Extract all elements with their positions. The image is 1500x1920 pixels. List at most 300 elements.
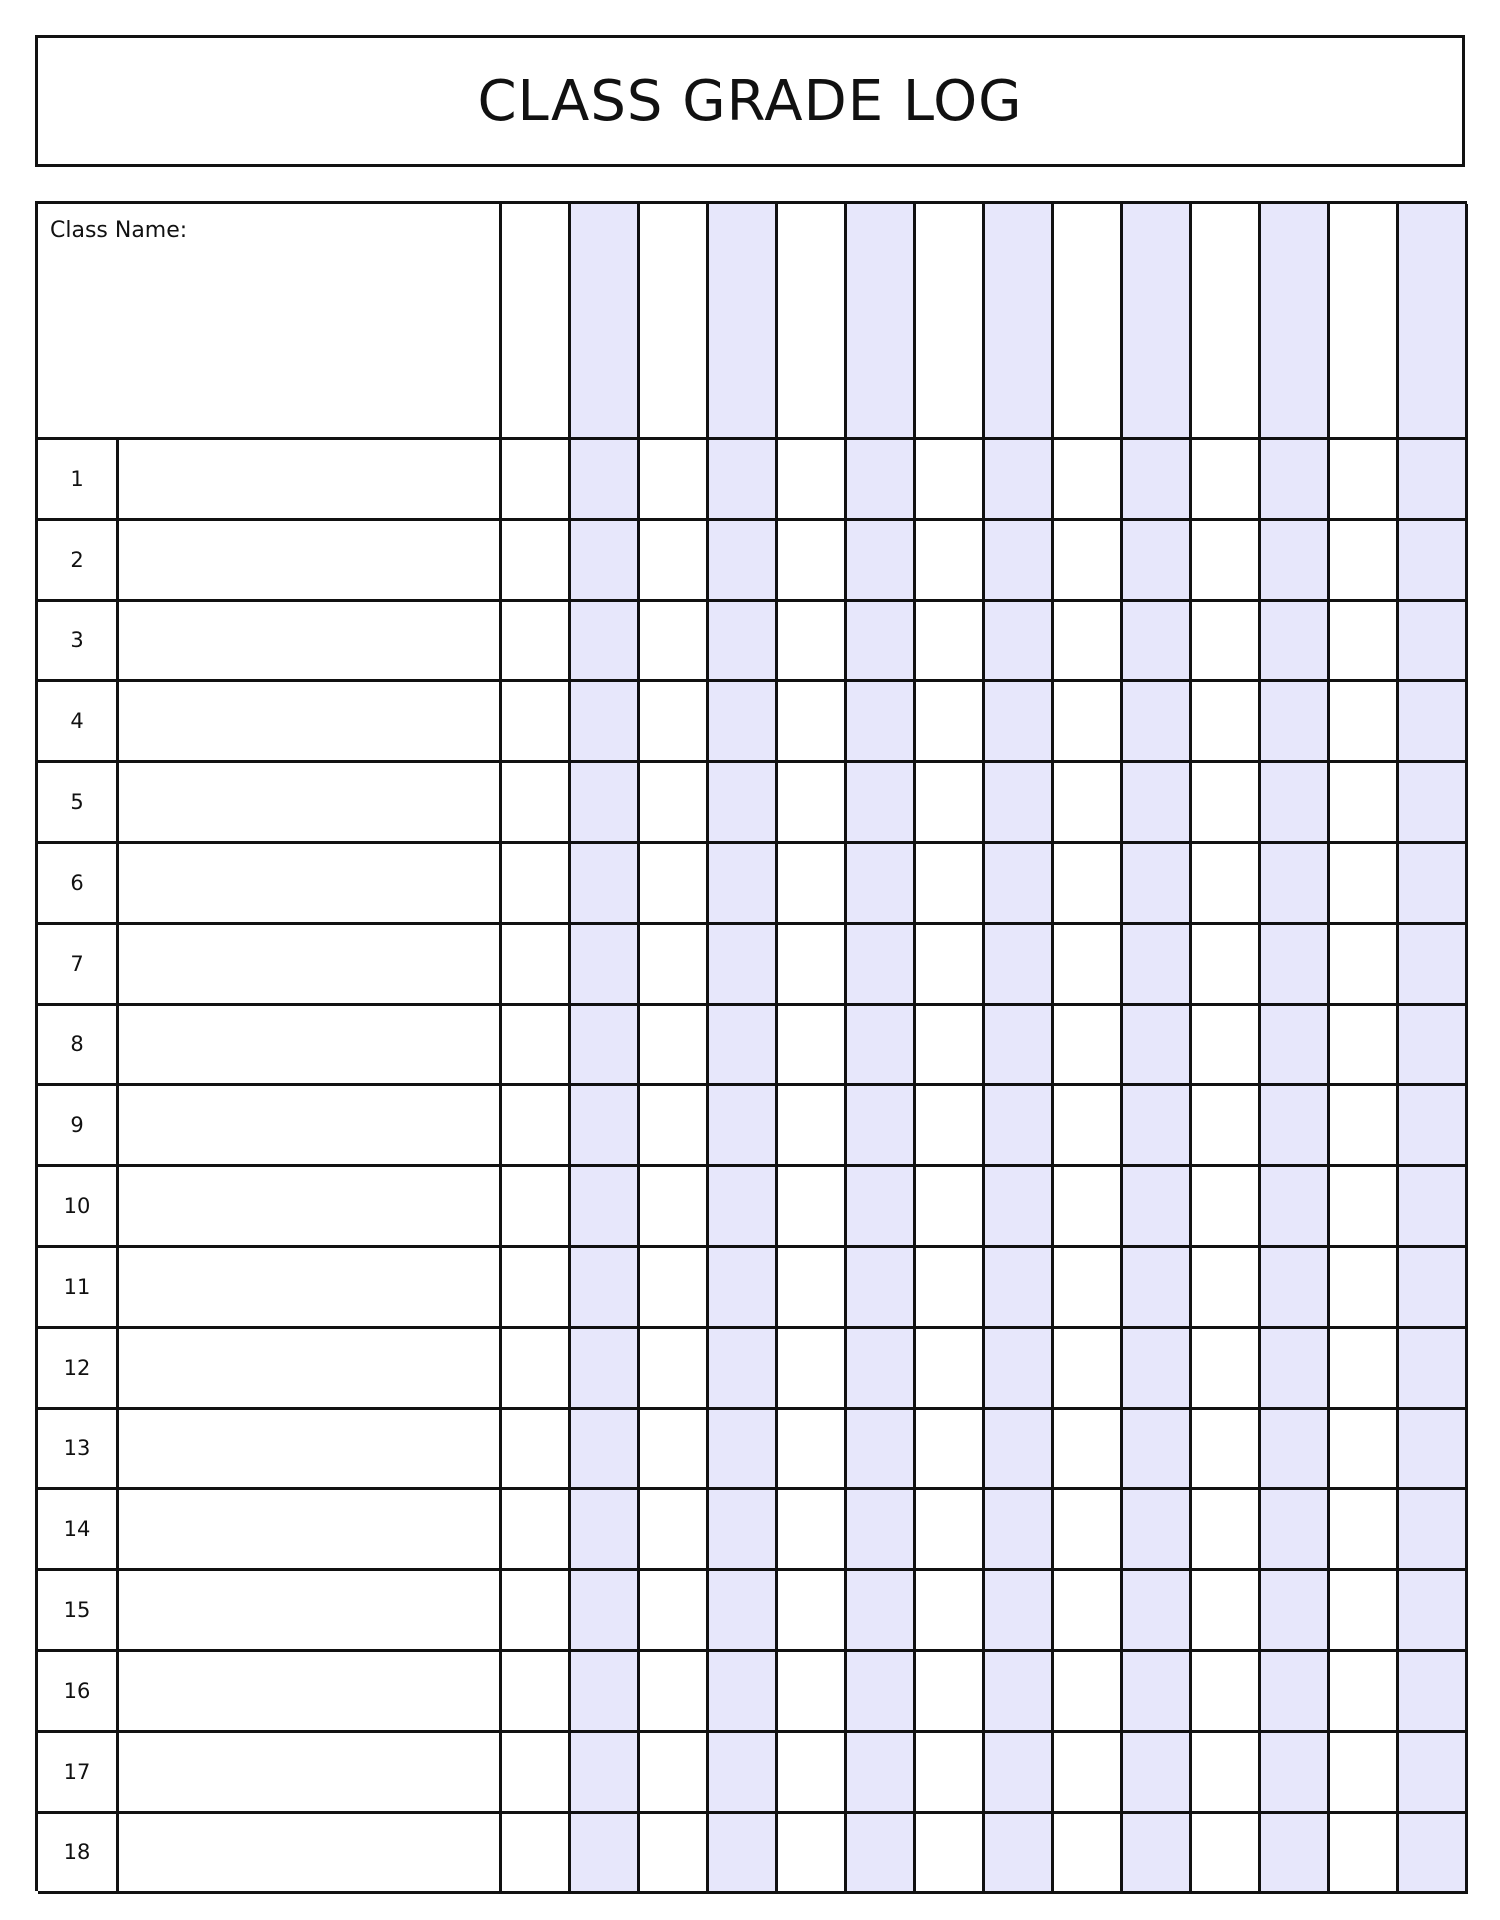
student-name-cell[interactable] xyxy=(119,1410,502,1491)
grade-cell[interactable] xyxy=(778,602,847,683)
grade-cell[interactable] xyxy=(1054,1006,1123,1087)
grade-cell[interactable] xyxy=(1192,763,1261,844)
page-title: CLASS GRADE LOG xyxy=(477,68,1023,134)
grade-cell[interactable] xyxy=(1123,844,1192,925)
grade-cell[interactable] xyxy=(1123,440,1192,521)
grade-cell[interactable] xyxy=(1330,682,1399,763)
grade-cell[interactable] xyxy=(1123,1006,1192,1087)
grade-cell[interactable] xyxy=(1192,1571,1261,1652)
grade-cell[interactable] xyxy=(985,1006,1054,1087)
grade-cell[interactable] xyxy=(847,682,916,763)
student-name-cell[interactable] xyxy=(119,1248,502,1329)
grade-cell[interactable] xyxy=(709,1490,778,1571)
grade-cell[interactable] xyxy=(1123,1248,1192,1329)
student-name-cell[interactable] xyxy=(119,925,502,1006)
grade-column-header[interactable] xyxy=(1399,204,1468,440)
grade-cell[interactable] xyxy=(778,682,847,763)
grade-cell[interactable] xyxy=(1399,1086,1468,1167)
grade-cell[interactable] xyxy=(916,521,985,602)
grade-cell[interactable] xyxy=(502,521,571,602)
grade-cell[interactable] xyxy=(916,1652,985,1733)
grade-cell[interactable] xyxy=(916,1410,985,1491)
grade-cell[interactable] xyxy=(571,1733,640,1814)
grade-cell[interactable] xyxy=(1123,1571,1192,1652)
grade-cell[interactable] xyxy=(1123,763,1192,844)
grade-cell[interactable] xyxy=(1261,602,1330,683)
grade-cell[interactable] xyxy=(916,1329,985,1410)
grade-cell[interactable] xyxy=(1123,1167,1192,1248)
grade-cell[interactable] xyxy=(640,763,709,844)
grade-column-header[interactable] xyxy=(1330,204,1399,440)
grade-cell[interactable] xyxy=(778,1167,847,1248)
grade-cell[interactable] xyxy=(778,763,847,844)
grade-cell[interactable] xyxy=(916,1571,985,1652)
grade-column-header[interactable] xyxy=(847,204,916,440)
grade-cell[interactable] xyxy=(502,1248,571,1329)
grade-cell[interactable] xyxy=(916,1814,985,1895)
grade-cell[interactable] xyxy=(571,1248,640,1329)
grade-cell[interactable] xyxy=(1054,521,1123,602)
grade-cell[interactable] xyxy=(502,1490,571,1571)
grade-cell[interactable] xyxy=(985,1733,1054,1814)
row-number: 9 xyxy=(38,1086,119,1167)
grade-cell[interactable] xyxy=(916,1167,985,1248)
grade-cell[interactable] xyxy=(502,1006,571,1087)
grade-cell[interactable] xyxy=(1261,1329,1330,1410)
grade-cell[interactable] xyxy=(1192,1814,1261,1895)
grade-cell[interactable] xyxy=(916,1733,985,1814)
grade-cell[interactable] xyxy=(916,1086,985,1167)
row-number: 10 xyxy=(38,1167,119,1248)
grade-cell[interactable] xyxy=(502,844,571,925)
grade-cell[interactable] xyxy=(1399,521,1468,602)
grade-cell[interactable] xyxy=(502,1410,571,1491)
grade-cell[interactable] xyxy=(571,1571,640,1652)
student-name-cell[interactable] xyxy=(119,1086,502,1167)
grade-cell[interactable] xyxy=(1261,1571,1330,1652)
grade-cell[interactable] xyxy=(1192,521,1261,602)
grade-cell[interactable] xyxy=(709,1571,778,1652)
row-number: 13 xyxy=(38,1410,119,1491)
grade-column-header[interactable] xyxy=(985,204,1054,440)
grade-cell[interactable] xyxy=(1399,1814,1468,1895)
grade-column-header[interactable] xyxy=(916,204,985,440)
grade-cell[interactable] xyxy=(985,763,1054,844)
grade-cell[interactable] xyxy=(916,1248,985,1329)
grade-cell[interactable] xyxy=(1261,521,1330,602)
grade-cell[interactable] xyxy=(1123,1329,1192,1410)
grade-cell[interactable] xyxy=(985,521,1054,602)
grade-cell[interactable] xyxy=(640,521,709,602)
grade-cell[interactable] xyxy=(1399,602,1468,683)
grade-cell[interactable] xyxy=(1123,521,1192,602)
grade-cell[interactable] xyxy=(1399,440,1468,521)
student-name-cell[interactable] xyxy=(119,682,502,763)
grade-cell[interactable] xyxy=(640,602,709,683)
grade-cell[interactable] xyxy=(640,440,709,521)
grade-cell[interactable] xyxy=(847,925,916,1006)
grade-cell[interactable] xyxy=(1054,1571,1123,1652)
grade-cell[interactable] xyxy=(1330,1086,1399,1167)
grade-cell[interactable] xyxy=(709,1814,778,1895)
grade-cell[interactable] xyxy=(502,1571,571,1652)
grade-cell[interactable] xyxy=(985,1086,1054,1167)
grade-cell[interactable] xyxy=(847,521,916,602)
grade-cell[interactable] xyxy=(1399,1733,1468,1814)
grade-cell[interactable] xyxy=(778,1006,847,1087)
grade-cell[interactable] xyxy=(1123,1652,1192,1733)
grade-cell[interactable] xyxy=(985,1248,1054,1329)
grade-cell[interactable] xyxy=(847,844,916,925)
student-name-cell[interactable] xyxy=(119,1814,502,1895)
grade-cell[interactable] xyxy=(985,1571,1054,1652)
grade-cell[interactable] xyxy=(847,1248,916,1329)
grade-cell[interactable] xyxy=(640,1248,709,1329)
grade-column-header[interactable] xyxy=(502,204,571,440)
grade-cell[interactable] xyxy=(1261,1410,1330,1491)
grade-cell[interactable] xyxy=(1330,1410,1399,1491)
student-name-cell[interactable] xyxy=(119,1733,502,1814)
grade-cell[interactable] xyxy=(1054,1167,1123,1248)
grade-cell[interactable] xyxy=(1399,1248,1468,1329)
student-name-cell[interactable] xyxy=(119,1571,502,1652)
grade-cell[interactable] xyxy=(1399,1167,1468,1248)
grade-log-table xyxy=(35,201,1467,1891)
grade-cell[interactable] xyxy=(502,1167,571,1248)
grade-cell[interactable] xyxy=(1399,682,1468,763)
grade-cell[interactable] xyxy=(1054,1733,1123,1814)
student-name-cell[interactable] xyxy=(119,1652,502,1733)
grade-cell[interactable] xyxy=(1330,1814,1399,1895)
grade-cell[interactable] xyxy=(1192,844,1261,925)
grade-cell[interactable] xyxy=(778,1490,847,1571)
grade-cell[interactable] xyxy=(640,925,709,1006)
grade-cell[interactable] xyxy=(1330,521,1399,602)
grade-cell[interactable] xyxy=(571,1652,640,1733)
grade-cell[interactable] xyxy=(1192,1652,1261,1733)
grade-cell[interactable] xyxy=(916,682,985,763)
grade-cell[interactable] xyxy=(1054,763,1123,844)
grade-cell[interactable] xyxy=(916,1006,985,1087)
grade-cell[interactable] xyxy=(1192,1329,1261,1410)
grade-cell[interactable] xyxy=(985,440,1054,521)
grade-cell[interactable] xyxy=(778,1733,847,1814)
grade-cell[interactable] xyxy=(1330,1733,1399,1814)
grade-cell[interactable] xyxy=(1054,1329,1123,1410)
row-number: 17 xyxy=(38,1733,119,1814)
row-number: 12 xyxy=(38,1329,119,1410)
grade-cell[interactable] xyxy=(709,1410,778,1491)
grade-cell[interactable] xyxy=(502,1086,571,1167)
grade-cell[interactable] xyxy=(1054,440,1123,521)
grade-cell[interactable] xyxy=(916,1490,985,1571)
student-name-cell[interactable] xyxy=(119,602,502,683)
grade-cell[interactable] xyxy=(847,1733,916,1814)
grade-cell[interactable] xyxy=(571,1167,640,1248)
grade-cell[interactable] xyxy=(1330,844,1399,925)
grade-cell[interactable] xyxy=(847,1086,916,1167)
grade-cell[interactable] xyxy=(1054,1086,1123,1167)
grade-cell[interactable] xyxy=(640,1086,709,1167)
grade-cell[interactable] xyxy=(1399,1652,1468,1733)
grade-cell[interactable] xyxy=(709,682,778,763)
grade-cell[interactable] xyxy=(1399,925,1468,1006)
grade-cell[interactable] xyxy=(847,763,916,844)
grade-cell[interactable] xyxy=(916,925,985,1006)
grade-cell[interactable] xyxy=(847,1329,916,1410)
grade-cell[interactable] xyxy=(847,1814,916,1895)
grade-column-header[interactable] xyxy=(778,204,847,440)
grade-cell[interactable] xyxy=(847,1571,916,1652)
grade-cell[interactable] xyxy=(985,1329,1054,1410)
grade-cell[interactable] xyxy=(916,602,985,683)
row-number: 7 xyxy=(38,925,119,1006)
grade-cell[interactable] xyxy=(847,602,916,683)
grade-cell[interactable] xyxy=(1261,1814,1330,1895)
class-name-label: Class Name: xyxy=(50,218,188,243)
grade-cell[interactable] xyxy=(847,1167,916,1248)
grade-cell[interactable] xyxy=(709,1086,778,1167)
grade-cell[interactable] xyxy=(1054,1490,1123,1571)
grade-cell[interactable] xyxy=(502,1329,571,1410)
grade-cell[interactable] xyxy=(571,1006,640,1087)
grade-cell[interactable] xyxy=(1192,1006,1261,1087)
grade-cell[interactable] xyxy=(1261,1248,1330,1329)
grade-column-header[interactable] xyxy=(1261,204,1330,440)
grade-cell[interactable] xyxy=(709,844,778,925)
row-number: 15 xyxy=(38,1571,119,1652)
grade-cell[interactable] xyxy=(1330,1490,1399,1571)
grade-cell[interactable] xyxy=(1123,602,1192,683)
grade-cell[interactable] xyxy=(1123,1410,1192,1491)
grade-cell[interactable] xyxy=(709,1248,778,1329)
grade-cell[interactable] xyxy=(778,521,847,602)
grade-cell[interactable] xyxy=(1399,1329,1468,1410)
grade-cell[interactable] xyxy=(571,1410,640,1491)
grade-cell[interactable] xyxy=(1261,440,1330,521)
title-box xyxy=(35,35,1465,167)
grade-cell[interactable] xyxy=(1123,925,1192,1006)
grade-cell[interactable] xyxy=(985,1167,1054,1248)
grade-cell[interactable] xyxy=(709,521,778,602)
grade-cell[interactable] xyxy=(1054,1248,1123,1329)
grade-cell[interactable] xyxy=(1123,1490,1192,1571)
grade-cell[interactable] xyxy=(571,602,640,683)
grade-cell[interactable] xyxy=(985,925,1054,1006)
grade-cell[interactable] xyxy=(709,1006,778,1087)
grade-cell[interactable] xyxy=(1399,763,1468,844)
grade-cell[interactable] xyxy=(1192,1733,1261,1814)
grade-column-header[interactable] xyxy=(640,204,709,440)
grade-cell[interactable] xyxy=(1330,1329,1399,1410)
grade-cell[interactable] xyxy=(778,844,847,925)
grade-cell[interactable] xyxy=(1399,1571,1468,1652)
row-number: 16 xyxy=(38,1652,119,1733)
grade-cell[interactable] xyxy=(1192,1086,1261,1167)
grade-cell[interactable] xyxy=(571,521,640,602)
grade-cell[interactable] xyxy=(1054,1410,1123,1491)
grade-cell[interactable] xyxy=(640,1006,709,1087)
grade-cell[interactable] xyxy=(916,440,985,521)
grade-cell[interactable] xyxy=(640,682,709,763)
grade-cell[interactable] xyxy=(1330,1571,1399,1652)
grade-cell[interactable] xyxy=(916,763,985,844)
grade-cell[interactable] xyxy=(1261,1490,1330,1571)
student-name-cell[interactable] xyxy=(119,521,502,602)
grade-cell[interactable] xyxy=(778,1248,847,1329)
grade-cell[interactable] xyxy=(502,602,571,683)
grade-cell[interactable] xyxy=(502,1733,571,1814)
student-name-cell[interactable] xyxy=(119,1167,502,1248)
grade-cell[interactable] xyxy=(571,682,640,763)
grade-cell[interactable] xyxy=(709,1329,778,1410)
grade-cell[interactable] xyxy=(1123,1814,1192,1895)
grade-cell[interactable] xyxy=(640,1733,709,1814)
grade-cell[interactable] xyxy=(847,1410,916,1491)
grade-cell[interactable] xyxy=(847,1006,916,1087)
grade-cell[interactable] xyxy=(1192,440,1261,521)
student-name-cell[interactable] xyxy=(119,440,502,521)
grade-cell[interactable] xyxy=(1399,1006,1468,1087)
row-number: 8 xyxy=(38,1006,119,1087)
grade-cell[interactable] xyxy=(1261,682,1330,763)
grade-cell[interactable] xyxy=(1261,1167,1330,1248)
grade-cell[interactable] xyxy=(1192,1490,1261,1571)
grade-cell[interactable] xyxy=(1330,925,1399,1006)
grade-cell[interactable] xyxy=(571,1329,640,1410)
grade-cell[interactable] xyxy=(571,1490,640,1571)
grade-cell[interactable] xyxy=(1054,1814,1123,1895)
grade-cell[interactable] xyxy=(847,440,916,521)
grade-cell[interactable] xyxy=(1261,1086,1330,1167)
grade-cell[interactable] xyxy=(1330,1167,1399,1248)
grade-cell[interactable] xyxy=(709,1652,778,1733)
grade-cell[interactable] xyxy=(1261,1733,1330,1814)
student-name-cell[interactable] xyxy=(119,1006,502,1087)
grade-cell[interactable] xyxy=(1192,1248,1261,1329)
row-number: 11 xyxy=(38,1248,119,1329)
grade-cell[interactable] xyxy=(1192,1410,1261,1491)
grade-cell[interactable] xyxy=(640,1490,709,1571)
grade-cell[interactable] xyxy=(571,763,640,844)
grade-cell[interactable] xyxy=(571,844,640,925)
student-name-cell[interactable] xyxy=(119,1329,502,1410)
grade-cell[interactable] xyxy=(1399,1490,1468,1571)
grade-cell[interactable] xyxy=(847,1490,916,1571)
grade-cell[interactable] xyxy=(778,1329,847,1410)
grade-cell[interactable] xyxy=(1054,844,1123,925)
class-name-field[interactable] xyxy=(38,204,502,440)
grade-cell[interactable] xyxy=(1330,1006,1399,1087)
grade-cell[interactable] xyxy=(1054,1652,1123,1733)
grade-cell[interactable] xyxy=(1261,844,1330,925)
student-name-cell[interactable] xyxy=(119,1490,502,1571)
grade-cell[interactable] xyxy=(571,440,640,521)
grade-cell[interactable] xyxy=(709,602,778,683)
grade-cell[interactable] xyxy=(778,925,847,1006)
student-name-cell[interactable] xyxy=(119,844,502,925)
grade-cell[interactable] xyxy=(709,925,778,1006)
grade-column-header[interactable] xyxy=(1192,204,1261,440)
grade-cell[interactable] xyxy=(640,1410,709,1491)
grade-cell[interactable] xyxy=(571,1086,640,1167)
grade-cell[interactable] xyxy=(916,844,985,925)
grade-cell[interactable] xyxy=(1192,925,1261,1006)
grade-cell[interactable] xyxy=(640,844,709,925)
grade-cell[interactable] xyxy=(985,844,1054,925)
grade-cell[interactable] xyxy=(1123,1086,1192,1167)
grade-cell[interactable] xyxy=(709,1167,778,1248)
grade-cell[interactable] xyxy=(1330,1248,1399,1329)
grade-cell[interactable] xyxy=(1192,602,1261,683)
grade-cell[interactable] xyxy=(778,1571,847,1652)
grade-cell[interactable] xyxy=(502,682,571,763)
grade-cell[interactable] xyxy=(1399,1410,1468,1491)
grade-cell[interactable] xyxy=(571,925,640,1006)
grade-cell[interactable] xyxy=(1330,1652,1399,1733)
grade-cell[interactable] xyxy=(1054,602,1123,683)
grade-cell[interactable] xyxy=(985,1410,1054,1491)
grade-column-header[interactable] xyxy=(1054,204,1123,440)
grade-cell[interactable] xyxy=(778,1814,847,1895)
grade-cell[interactable] xyxy=(1054,925,1123,1006)
grade-cell[interactable] xyxy=(1054,682,1123,763)
grade-cell[interactable] xyxy=(1261,925,1330,1006)
grade-cell[interactable] xyxy=(1123,1733,1192,1814)
grade-cell[interactable] xyxy=(985,682,1054,763)
grade-cell[interactable] xyxy=(1399,844,1468,925)
grade-cell[interactable] xyxy=(1261,1006,1330,1087)
grade-column-header[interactable] xyxy=(571,204,640,440)
grade-cell[interactable] xyxy=(502,440,571,521)
grade-cell[interactable] xyxy=(985,1652,1054,1733)
grade-cell[interactable] xyxy=(502,763,571,844)
grade-cell[interactable] xyxy=(1261,763,1330,844)
grade-cell[interactable] xyxy=(502,1652,571,1733)
grade-cell[interactable] xyxy=(985,1490,1054,1571)
row-number: 1 xyxy=(38,440,119,521)
grade-cell[interactable] xyxy=(1330,763,1399,844)
grade-cell[interactable] xyxy=(709,1733,778,1814)
grade-cell[interactable] xyxy=(502,1814,571,1895)
grade-cell[interactable] xyxy=(1330,602,1399,683)
grade-cell[interactable] xyxy=(640,1814,709,1895)
grade-cell[interactable] xyxy=(502,925,571,1006)
student-name-cell[interactable] xyxy=(119,763,502,844)
grade-column-header[interactable] xyxy=(1123,204,1192,440)
grade-cell[interactable] xyxy=(985,602,1054,683)
grade-cell[interactable] xyxy=(1192,1167,1261,1248)
grade-cell[interactable] xyxy=(1192,682,1261,763)
grade-cell[interactable] xyxy=(1123,682,1192,763)
grade-cell[interactable] xyxy=(847,1652,916,1733)
grade-cell[interactable] xyxy=(985,1814,1054,1895)
grade-cell[interactable] xyxy=(778,1652,847,1733)
grade-cell[interactable] xyxy=(640,1167,709,1248)
grade-cell[interactable] xyxy=(640,1652,709,1733)
grade-cell[interactable] xyxy=(640,1329,709,1410)
grade-cell[interactable] xyxy=(778,1086,847,1167)
grade-cell[interactable] xyxy=(709,440,778,521)
grade-cell[interactable] xyxy=(778,440,847,521)
grade-cell[interactable] xyxy=(640,1571,709,1652)
grade-cell[interactable] xyxy=(709,763,778,844)
grade-column-header[interactable] xyxy=(709,204,778,440)
grade-cell[interactable] xyxy=(1330,440,1399,521)
grade-cell[interactable] xyxy=(1261,1652,1330,1733)
grade-cell[interactable] xyxy=(778,1410,847,1491)
grade-cell[interactable] xyxy=(571,1814,640,1895)
